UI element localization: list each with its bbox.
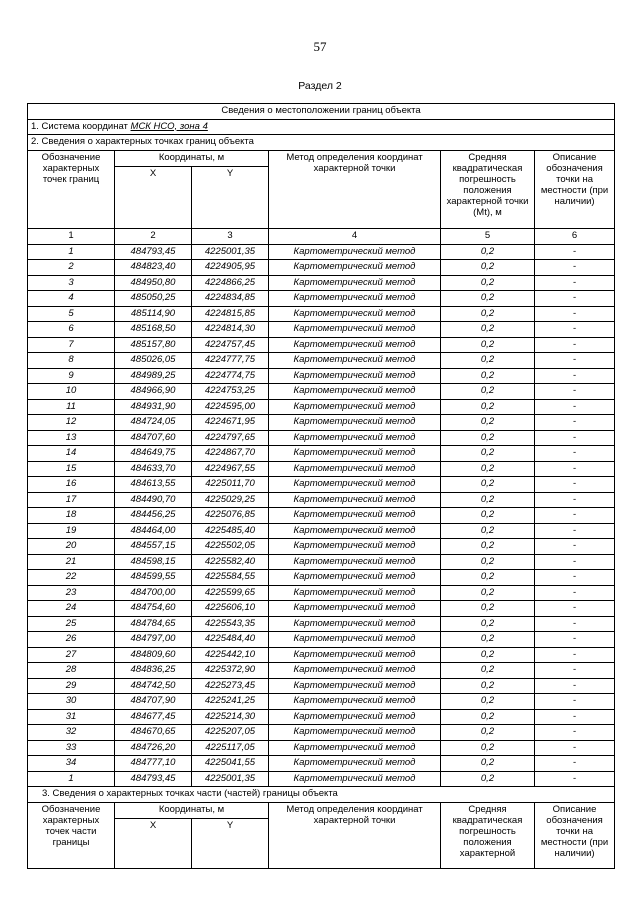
point-id: 33 [28,740,115,756]
table-row [28,399,615,415]
method: Картометрический метод [269,694,441,710]
error: 0,2 [441,663,535,679]
point-id: 20 [28,539,115,555]
section2-title: 2. Сведения о характерных точках границ объекта [28,135,615,151]
coord-x: 484726,20 [115,740,192,756]
point-id: 13 [28,430,115,446]
coord-y: 4225273,45 [192,678,269,694]
coord-x: 484966,90 [115,384,192,400]
coord-x: 484633,70 [115,461,192,477]
description: - [535,337,615,353]
coord-x: 484557,15 [115,539,192,555]
coord-y: 4224777,75 [192,353,269,369]
coord-x: 484784,65 [115,616,192,632]
error: 0,2 [441,725,535,741]
table-row [28,477,615,493]
coord-x: 484836,25 [115,663,192,679]
description: - [535,384,615,400]
column-number: 6 [535,229,615,245]
coord-x: 485168,50 [115,322,192,338]
header-point-id: Обозначение характерных точек границ [28,150,115,229]
description: - [535,461,615,477]
header-x: X [115,167,192,229]
error: 0,2 [441,322,535,338]
description: - [535,694,615,710]
table-row [28,554,615,570]
method: Картометрический метод [269,585,441,601]
coord-y: 4225502,05 [192,539,269,555]
coord-x: 484490,70 [115,492,192,508]
error: 0,2 [441,492,535,508]
table-title: Сведения о местоположении границ объекта [28,104,615,120]
description: - [535,244,615,260]
table-row [28,756,615,772]
error: 0,2 [441,771,535,787]
table-row [28,523,615,539]
coord-y: 4225214,30 [192,709,269,725]
coord-x: 484724,05 [115,415,192,431]
coord-y: 4224834,85 [192,291,269,307]
coord-x: 484989,25 [115,368,192,384]
table-row [28,771,615,787]
error: 0,2 [441,368,535,384]
method: Картометрический метод [269,756,441,772]
table-row [28,384,615,400]
description: - [535,554,615,570]
coord-x: 484797,00 [115,632,192,648]
description: - [535,570,615,586]
coord-y: 4224866,25 [192,275,269,291]
coord-y: 4225582,40 [192,554,269,570]
method: Картометрический метод [269,368,441,384]
method: Картометрический метод [269,492,441,508]
coord-y: 4225207,05 [192,725,269,741]
method: Картометрический метод [269,725,441,741]
point-id: 9 [28,368,115,384]
coord-x: 485050,25 [115,291,192,307]
method: Картометрический метод [269,446,441,462]
header3-point-id: Обозначение характерных точек части границы [28,802,115,869]
description: - [535,275,615,291]
error: 0,2 [441,585,535,601]
coord-y: 4225485,40 [192,523,269,539]
method: Картометрический метод [269,306,441,322]
point-id: 24 [28,601,115,617]
coord-x: 484599,55 [115,570,192,586]
point-id: 32 [28,725,115,741]
coord-x: 484700,00 [115,585,192,601]
error: 0,2 [441,477,535,493]
method: Картометрический метод [269,415,441,431]
coord-y: 4224867,70 [192,446,269,462]
coord-y: 4224753,25 [192,384,269,400]
description: - [535,368,615,384]
coord-y: 4225117,05 [192,740,269,756]
table-row [28,740,615,756]
coord-x: 484950,80 [115,275,192,291]
method: Картометрический метод [269,337,441,353]
coord-x: 484742,50 [115,678,192,694]
header3-method: Метод определения координат характерной точки [269,802,441,869]
error: 0,2 [441,601,535,617]
method: Картометрический метод [269,508,441,524]
section3-title: 3. Сведения о характерных точках части (частей) границы объекта [28,787,615,803]
description: - [535,260,615,276]
method: Картометрический метод [269,430,441,446]
crs-value: МСК НСО, зона 4 [130,120,208,132]
coord-y: 4225606,10 [192,601,269,617]
description: - [535,585,615,601]
method: Картометрический метод [269,632,441,648]
error: 0,2 [441,399,535,415]
error: 0,2 [441,632,535,648]
method: Картометрический метод [269,384,441,400]
table-row [28,539,615,555]
point-id: 34 [28,756,115,772]
coord-x: 485157,80 [115,337,192,353]
coord-x: 484456,25 [115,508,192,524]
point-id: 1 [28,244,115,260]
point-id: 23 [28,585,115,601]
error: 0,2 [441,570,535,586]
description: - [535,756,615,772]
coord-y: 4225029,25 [192,492,269,508]
header-coords: Координаты, м [115,150,269,167]
description: - [535,709,615,725]
header3-description: Описание обозначения точки на местности (при наличии) [535,802,615,869]
header-error: Средняя квадратическая погрешность положения характерной точки (Mt), м [441,150,535,229]
coord-y: 4225001,35 [192,771,269,787]
error: 0,2 [441,523,535,539]
table-row [28,508,615,524]
error: 0,2 [441,244,535,260]
coord-x: 484707,90 [115,694,192,710]
method: Картометрический метод [269,461,441,477]
description: - [535,740,615,756]
point-id: 2 [28,260,115,276]
point-id: 28 [28,663,115,679]
error: 0,2 [441,275,535,291]
error: 0,2 [441,306,535,322]
table-row [28,694,615,710]
description: - [535,477,615,493]
header3-y: Y [192,819,269,869]
point-id: 16 [28,477,115,493]
method: Картометрический метод [269,616,441,632]
point-id: 3 [28,275,115,291]
description: - [535,725,615,741]
coord-x: 484809,60 [115,647,192,663]
table-row [28,306,615,322]
description: - [535,771,615,787]
point-id: 29 [28,678,115,694]
description: - [535,508,615,524]
header3-error: Средняя квадратическая погрешность положения характерной [441,802,535,869]
description: - [535,353,615,369]
point-id: 26 [28,632,115,648]
description: - [535,306,615,322]
coord-y: 4225543,35 [192,616,269,632]
point-id: 1 [28,771,115,787]
description: - [535,291,615,307]
coord-y: 4225442,10 [192,647,269,663]
table-row [28,461,615,477]
coord-x: 484613,55 [115,477,192,493]
crs-label: 1. Система координат [31,120,128,132]
coord-y: 4224671,95 [192,415,269,431]
description: - [535,523,615,539]
table-row [28,291,615,307]
coord-y: 4224967,55 [192,461,269,477]
point-id: 4 [28,291,115,307]
error: 0,2 [441,740,535,756]
description: - [535,601,615,617]
description: - [535,415,615,431]
method: Картометрический метод [269,709,441,725]
error: 0,2 [441,353,535,369]
table-row [28,663,615,679]
method: Картометрический метод [269,678,441,694]
method: Картометрический метод [269,399,441,415]
point-id: 31 [28,709,115,725]
point-id: 19 [28,523,115,539]
method: Картометрический метод [269,322,441,338]
coord-x: 484707,60 [115,430,192,446]
description: - [535,430,615,446]
error: 0,2 [441,647,535,663]
table-row [28,353,615,369]
coord-x: 485114,90 [115,306,192,322]
point-id: 11 [28,399,115,415]
coord-y: 4224905,95 [192,260,269,276]
point-id: 18 [28,508,115,524]
error: 0,2 [441,384,535,400]
header3-coords: Координаты, м [115,802,269,819]
coord-x: 484598,15 [115,554,192,570]
boundary-table [27,103,615,869]
table-row [28,601,615,617]
point-id: 15 [28,461,115,477]
crs-row [28,119,615,135]
method: Картометрический метод [269,353,441,369]
coord-x: 484649,75 [115,446,192,462]
point-id: 22 [28,570,115,586]
column-number: 5 [441,229,535,245]
coord-x: 484823,40 [115,260,192,276]
error: 0,2 [441,337,535,353]
error: 0,2 [441,508,535,524]
error: 0,2 [441,709,535,725]
method: Картометрический метод [269,260,441,276]
header-y: Y [192,167,269,229]
point-id: 14 [28,446,115,462]
coord-x: 484777,10 [115,756,192,772]
error: 0,2 [441,446,535,462]
point-id: 25 [28,616,115,632]
method: Картометрический метод [269,275,441,291]
description: - [535,399,615,415]
point-id: 8 [28,353,115,369]
coord-y: 4224814,30 [192,322,269,338]
coord-y: 4224774,75 [192,368,269,384]
point-id: 6 [28,322,115,338]
table-row [28,322,615,338]
table-row [28,492,615,508]
error: 0,2 [441,616,535,632]
page-number: 57 [313,39,327,54]
table-row [28,430,615,446]
coord-y: 4225076,85 [192,508,269,524]
point-id: 17 [28,492,115,508]
error: 0,2 [441,430,535,446]
coord-y: 4225041,55 [192,756,269,772]
table-row [28,415,615,431]
header-method: Метод определения координат характерной точки [269,150,441,229]
coord-y: 4225599,65 [192,585,269,601]
method: Картометрический метод [269,554,441,570]
coord-x: 484931,90 [115,399,192,415]
coord-y: 4224757,45 [192,337,269,353]
coord-y: 4224797,65 [192,430,269,446]
column-number: 2 [115,229,192,245]
header3-x: X [115,819,192,869]
description: - [535,446,615,462]
method: Картометрический метод [269,570,441,586]
error: 0,2 [441,539,535,555]
method: Картометрический метод [269,647,441,663]
point-id: 21 [28,554,115,570]
error: 0,2 [441,415,535,431]
description: - [535,539,615,555]
table-row [28,709,615,725]
method: Картометрический метод [269,477,441,493]
column-number-row [28,229,615,245]
coord-x: 484793,45 [115,244,192,260]
point-id: 7 [28,337,115,353]
point-id: 27 [28,647,115,663]
table-row [28,244,615,260]
coord-y: 4225584,55 [192,570,269,586]
description: - [535,647,615,663]
coord-y: 4224815,85 [192,306,269,322]
method: Картометрический метод [269,539,441,555]
method: Картометрический метод [269,244,441,260]
point-id: 30 [28,694,115,710]
coord-x: 484670,65 [115,725,192,741]
coord-y: 4225011,70 [192,477,269,493]
table-row [28,260,615,276]
description: - [535,632,615,648]
table-row [28,647,615,663]
coord-x: 484464,00 [115,523,192,539]
coord-y: 4225372,90 [192,663,269,679]
description: - [535,616,615,632]
error: 0,2 [441,678,535,694]
point-id: 12 [28,415,115,431]
table-row [28,725,615,741]
table-row [28,570,615,586]
error: 0,2 [441,260,535,276]
point-id: 10 [28,384,115,400]
column-number: 4 [269,229,441,245]
header-description: Описание обозначения точки на местности (при наличии) [535,150,615,229]
column-number: 3 [192,229,269,245]
method: Картометрический метод [269,771,441,787]
coord-y: 4225241,25 [192,694,269,710]
coord-x: 484754,60 [115,601,192,617]
description: - [535,663,615,679]
table-row [28,585,615,601]
coord-y: 4225484,40 [192,632,269,648]
method: Картометрический метод [269,291,441,307]
table-row [28,678,615,694]
section-title: Раздел 2 [298,80,342,92]
error: 0,2 [441,461,535,477]
method: Картометрический метод [269,523,441,539]
error: 0,2 [441,554,535,570]
coord-x: 484677,45 [115,709,192,725]
error: 0,2 [441,291,535,307]
coord-y: 4225001,35 [192,244,269,260]
table-row [28,616,615,632]
table-row [28,337,615,353]
error: 0,2 [441,694,535,710]
description: - [535,492,615,508]
coord-x: 485026,05 [115,353,192,369]
point-id: 5 [28,306,115,322]
table-row [28,446,615,462]
table-row [28,368,615,384]
method: Картометрический метод [269,601,441,617]
method: Картометрический метод [269,663,441,679]
column-number: 1 [28,229,115,245]
coord-x: 484793,45 [115,771,192,787]
table-row [28,632,615,648]
method: Картометрический метод [269,740,441,756]
coord-y: 4224595,00 [192,399,269,415]
description: - [535,322,615,338]
table-row [28,275,615,291]
description: - [535,678,615,694]
error: 0,2 [441,756,535,772]
